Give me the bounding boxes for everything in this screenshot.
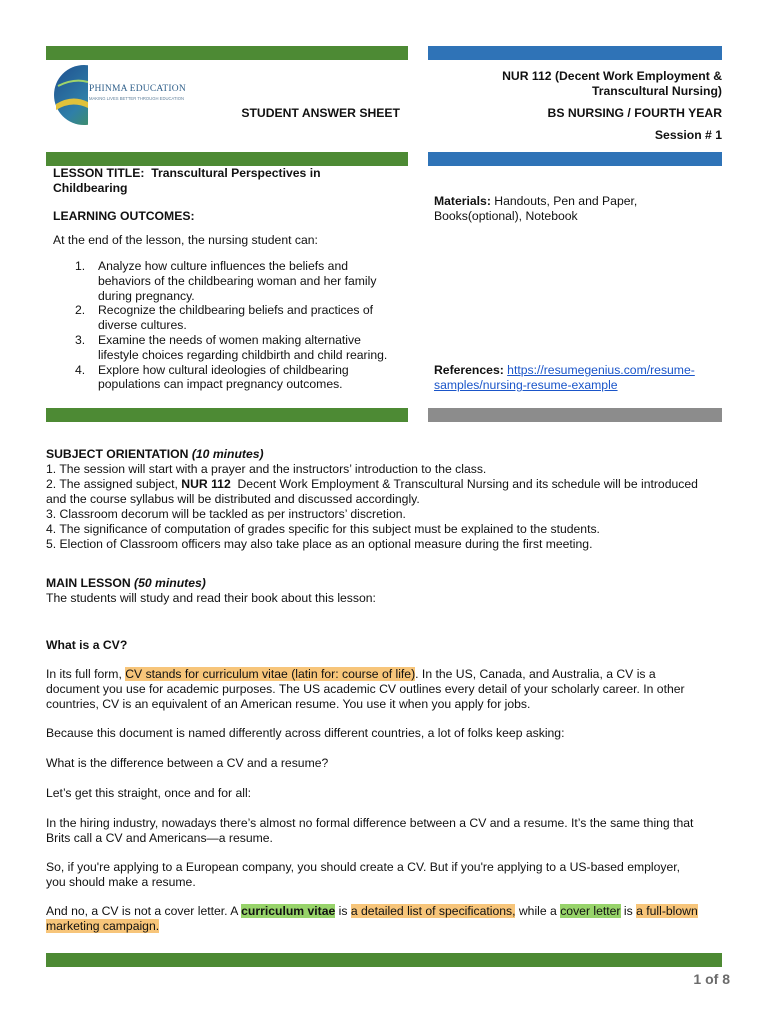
list-item	[53, 259, 413, 303]
section-bar-right	[428, 408, 722, 422]
lesson-title	[53, 166, 393, 196]
list-item-text: Recognize the childbearing beliefs and practices of	[98, 303, 374, 318]
list-item	[53, 303, 413, 333]
lesson-title-line2: Childbearing	[53, 181, 128, 195]
list-item-text: Examine the needs of women making alternative	[98, 332, 361, 347]
main-lesson-intro: The students will study and read their book about this lesson:	[46, 591, 376, 605]
p6-line1: So, if you're applying to a European company, you should create a CV. But if you're applying to a US-based employer,	[46, 860, 681, 874]
paragraph-naming: Because this document is named differently across different countries, a lot of folks keep asking:	[46, 726, 565, 740]
orientation-item-2-code: NUR 112	[181, 477, 231, 491]
paragraph-straight: Let’s get this straight, once and for all:	[46, 786, 252, 800]
lesson-title-label: LESSON TITLE:	[53, 166, 145, 180]
lesson-bar-left	[46, 152, 408, 166]
p7-text: And no, a CV is not a cover letter. A	[46, 904, 242, 918]
orientation-item-3: 3. Classroom decorum will be tackled as per instructors’ discretion.	[46, 507, 406, 521]
logo-tagline: MAKING LIVES BETTER THROUGH EDUCATION	[89, 96, 185, 101]
references-link-line1[interactable]: https://resumegenius.com/resume-	[507, 363, 695, 377]
list-item-text: diverse cultures.	[98, 318, 187, 333]
learning-outcomes-heading: LEARNING OUTCOMES:	[53, 209, 195, 223]
highlight-cv-definition: CV stands for curriculum vitae (latin for: course of life)	[125, 667, 416, 681]
main-lesson-duration: (50 minutes)	[134, 576, 206, 590]
p7-text: while a	[515, 904, 561, 918]
course-title-line2: Transcultural Nursing)	[591, 84, 722, 98]
paragraph-european-company	[46, 860, 746, 890]
list-item	[53, 333, 413, 363]
p5-line2: Brits call a CV and Americans—a resume.	[46, 831, 273, 845]
p1-line3: countries, CV is an equivalent of an American resume. You use it when you apply for jobs.	[46, 697, 531, 711]
highlight-cover-letter: cover letter	[560, 904, 621, 918]
student-answer-sheet-title: STUDENT ANSWER SHEET	[241, 106, 400, 120]
header-bar-right	[428, 46, 722, 60]
highlight-marketing-campaign: marketing campaign.	[46, 919, 160, 933]
header-bar-left	[46, 46, 408, 60]
list-item-text: behaviors of the childbearing woman and her family	[98, 273, 377, 288]
orientation-duration: (10 minutes)	[191, 447, 264, 461]
outcomes-intro: At the end of the lesson, the nursing student can:	[53, 233, 318, 247]
orientation-item-5: 5. Election of Classroom officers may also take place as an optional measure during the first meeting.	[46, 537, 593, 551]
orientation-item-2-post: Decent Work Employment & Transcultural Nursing and its schedule will be introduced	[230, 477, 698, 491]
list-item-text: Analyze how culture influences the beliefs and	[98, 259, 348, 273]
references-link-line2[interactable]: samples/nursing-resume-example	[434, 378, 618, 392]
materials-line2: Books(optional), Notebook	[434, 209, 578, 223]
lesson-title-line1: Transcultural Perspectives in	[151, 166, 321, 180]
p6-line2: you should make a resume.	[46, 875, 196, 889]
references-label: References:	[434, 363, 504, 377]
materials	[434, 194, 724, 224]
cv-question-heading: What is a CV?	[46, 638, 128, 652]
p1-post: . In the US, Canada, and Australia, a CV is a	[415, 667, 656, 681]
paragraph-cover-letter	[46, 904, 746, 934]
page-number: 1 of 8	[693, 971, 730, 987]
list-item-text: Explore how cultural ideologies of childbearing	[98, 362, 349, 377]
paragraph-cv-definition	[46, 667, 746, 712]
logo-name: PHINMA EDUCATION	[89, 84, 186, 94]
list-item-number: 2.	[75, 303, 86, 318]
list-item-text: lifestyle choices regarding childbirth and child rearing.	[98, 347, 388, 362]
materials-line1: Handouts, Pen and Paper,	[494, 194, 638, 208]
p7-text: is	[335, 904, 351, 918]
list-item	[53, 363, 413, 393]
session-number: Session # 1	[654, 128, 722, 142]
list-item-number: 3.	[75, 332, 86, 347]
materials-label: Materials:	[434, 194, 491, 208]
p1-line2: document you use for academic purposes. The US academic CV outlines every detail of your scholarly career. In other	[46, 682, 685, 696]
main-lesson-heading: MAIN LESSON	[46, 576, 131, 590]
globe-logo-icon	[54, 64, 88, 126]
p1-pre: In its full form,	[46, 667, 126, 681]
orientation-item-4: 4. The significance of computation of grades specific for this subject must be explained to the students.	[46, 522, 600, 536]
lesson-bar-right	[428, 152, 722, 166]
list-item-number: 4.	[75, 362, 86, 377]
program-year: BS NURSING / FOURTH YEAR	[547, 106, 722, 120]
p7-text: is	[620, 904, 637, 918]
orientation-item-1: 1. The session will start with a prayer and the instructors’ introduction to the class.	[46, 462, 487, 476]
highlight-detailed-list: a detailed list of specifications,	[350, 904, 516, 918]
paragraph-difference-question: What is the difference between a CV and a resume?	[46, 756, 329, 770]
list-item-number: 1.	[75, 259, 86, 273]
learning-outcomes-list	[53, 259, 413, 392]
section-bar-left	[46, 408, 408, 422]
highlight-full-blown: a full-blown	[636, 904, 698, 918]
subject-orientation	[46, 447, 736, 552]
orientation-heading: SUBJECT ORIENTATION	[46, 447, 189, 461]
p5-line1: In the hiring industry, nowadays there’s almost no formal difference between a CV and a resume. It’s the same thing that	[46, 816, 694, 830]
list-item-text: during pregnancy.	[98, 288, 195, 303]
highlight-curriculum-vitae: curriculum vitae	[241, 904, 336, 918]
list-item-text: populations can impact pregnancy outcomes.	[98, 377, 343, 392]
orientation-item-2-line2: and the course syllabus will be distributed and discussed accordingly.	[46, 492, 420, 506]
paragraph-hiring-industry	[46, 816, 746, 846]
footer-bar	[46, 953, 722, 967]
course-title-line1: NUR 112 (Decent Work Employment &	[502, 69, 722, 83]
orientation-item-2-pre: 2. The assigned subject,	[46, 477, 182, 491]
main-lesson	[46, 576, 736, 606]
references	[434, 363, 724, 393]
